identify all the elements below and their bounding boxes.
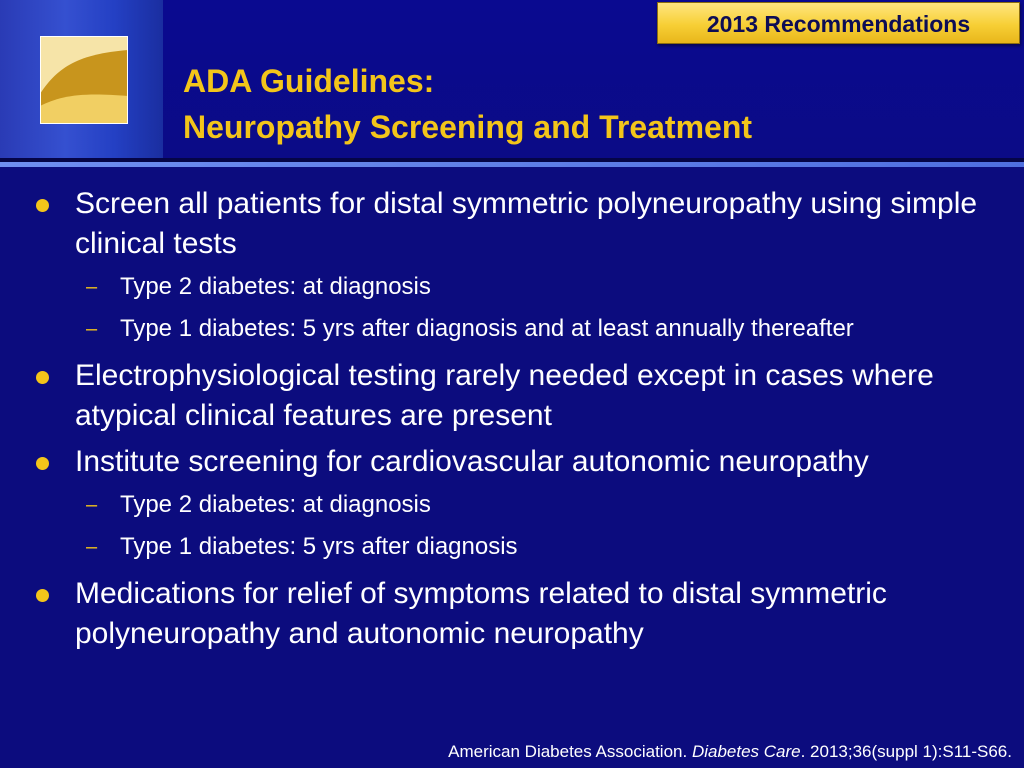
sub-bullet-text: Type 2 diabetes: at diagnosis	[120, 273, 431, 300]
citation-footer	[448, 740, 1012, 764]
citation-prefix: American Diabetes Association.	[448, 742, 692, 761]
slide-title	[183, 58, 983, 150]
bullet-item	[0, 442, 1024, 482]
bullet-text: Medications for relief of symptoms related to distal symmetric polyneuropathy and autonomic neuropathy	[75, 577, 887, 650]
sub-bullet-item	[0, 532, 1024, 562]
sub-bullet-item	[0, 490, 1024, 520]
title-line-1: ADA Guidelines:	[183, 63, 435, 99]
sub-bullet-text: Type 1 diabetes: 5 yrs after diagnosis	[120, 533, 518, 560]
dash-icon: –	[86, 276, 98, 298]
recommendations-badge: 2013 Recommendations	[657, 2, 1020, 44]
bullet-dot-icon	[36, 371, 49, 384]
sub-bullet-text: Type 1 diabetes: 5 yrs after diagnosis and at least annually thereafter	[120, 315, 854, 342]
bullet-text: Screen all patients for distal symmetric polyneuropathy using simple clinical tests	[75, 187, 978, 260]
citation-journal: Diabetes Care	[691, 742, 801, 761]
title-line-2: Neuropathy Screening and Treatment	[183, 109, 753, 145]
bullet-list	[0, 184, 1024, 660]
curve-logo-icon	[40, 36, 128, 124]
dash-icon: –	[86, 536, 98, 558]
bullet-text: Electrophysiological testing rarely needed except in cases where atypical clinical features are present	[75, 359, 934, 432]
bullet-dot-icon	[36, 589, 49, 602]
sub-bullet-item	[0, 272, 1024, 302]
sub-bullet-item	[0, 314, 1024, 344]
bullet-text: Institute screening for cardiovascular autonomic neuropathy	[75, 445, 869, 478]
header-divider-light	[0, 162, 1024, 167]
bullet-dot-icon	[36, 457, 49, 470]
bullet-item	[0, 574, 1024, 654]
sub-bullet-text: Type 2 diabetes: at diagnosis	[120, 491, 431, 518]
dash-icon: –	[86, 318, 98, 340]
citation-suffix: . 2013;36(suppl 1):S11-S66.	[800, 742, 1012, 761]
bullet-dot-icon	[36, 199, 49, 212]
bullet-item	[0, 356, 1024, 436]
logo-panel	[0, 0, 163, 160]
dash-icon: –	[86, 494, 98, 516]
bullet-item	[0, 184, 1024, 264]
